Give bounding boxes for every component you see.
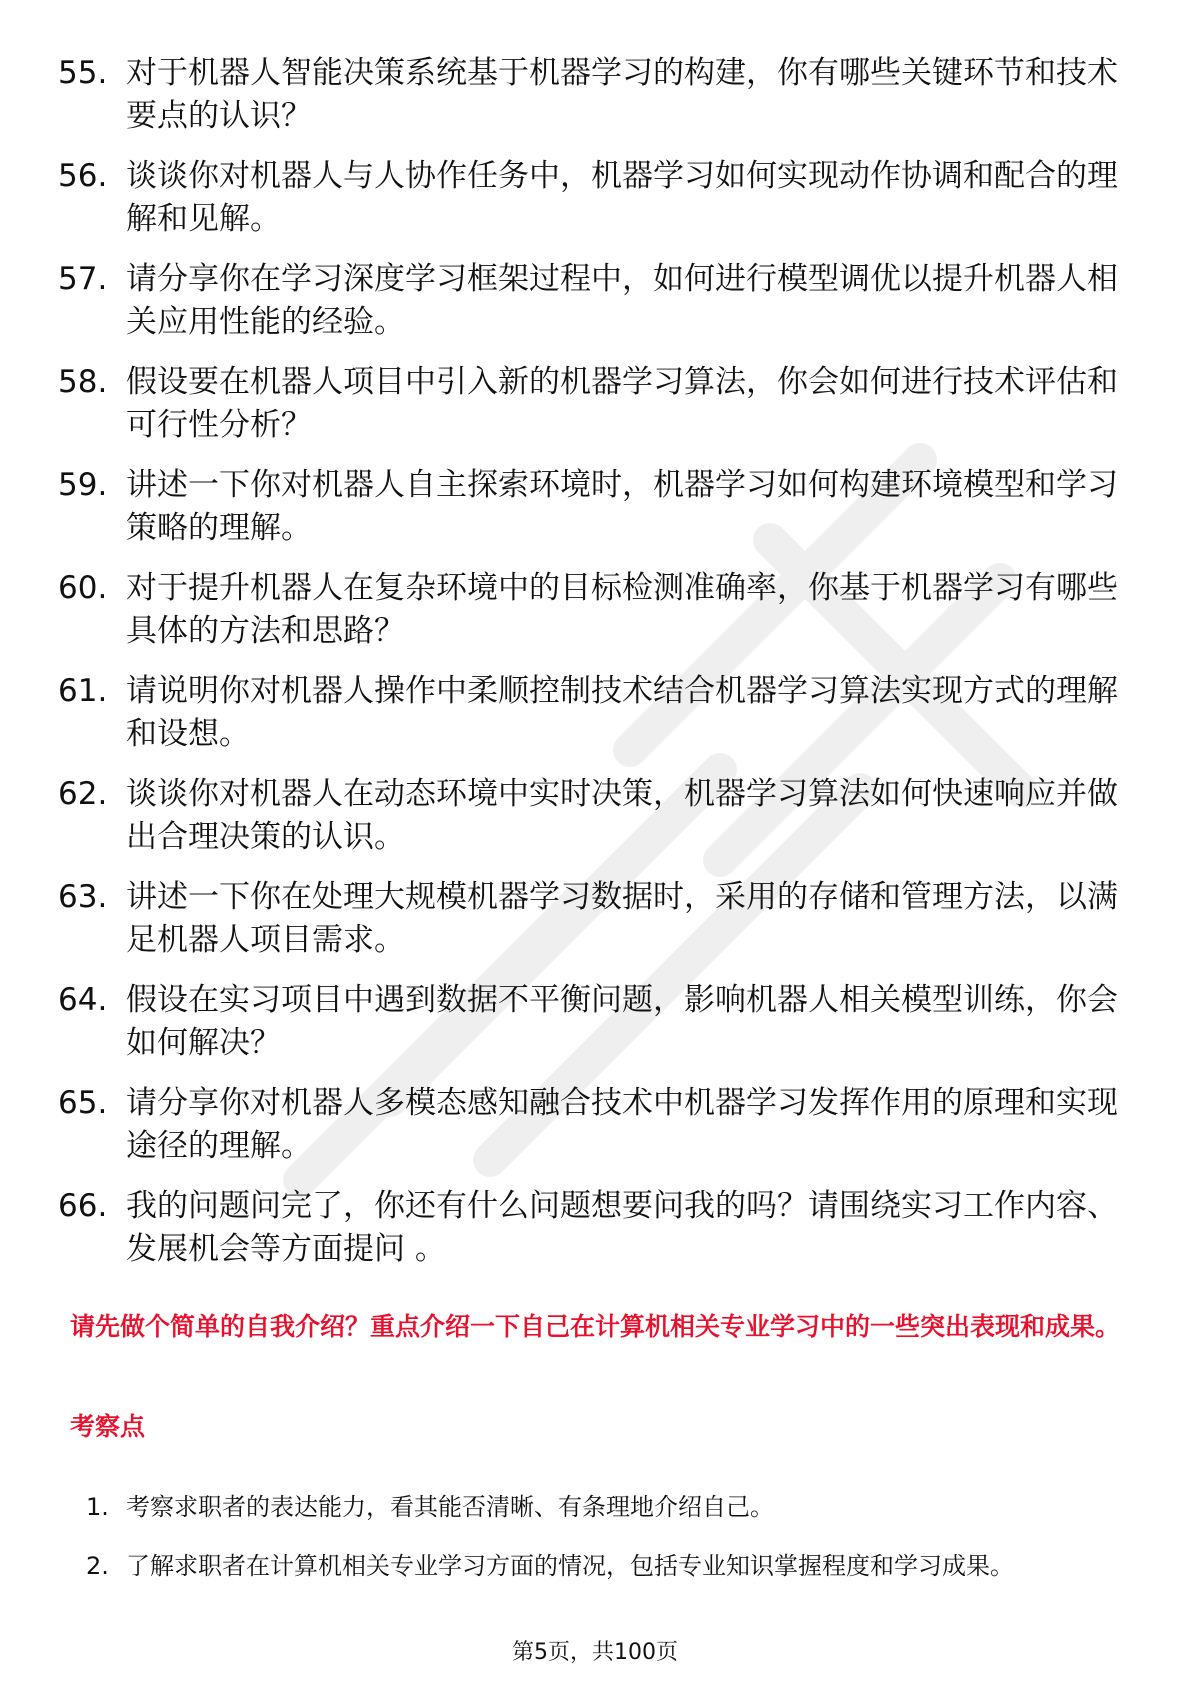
question-item [58, 155, 1118, 241]
question-text: 谈谈你对机器人在动态环境中实时决策，机器学习算法如何快速响应并做出合理决策的认识。 [126, 776, 1118, 855]
question-item [58, 1082, 1118, 1168]
question-item [58, 773, 1118, 859]
question-number: 57. [58, 261, 108, 297]
point-number: 1. [86, 1493, 109, 1521]
assessment-point [86, 1540, 1126, 1593]
question-list [58, 52, 1118, 1288]
question-text: 讲述一下你在处理大规模机器学习数据时，采用的存储和管理方法，以满足机器人项目需求。 [126, 879, 1118, 958]
question-item [58, 361, 1118, 447]
question-number: 55. [58, 55, 108, 91]
question-number: 60. [58, 570, 108, 606]
point-text: 了解求职者在计算机相关专业学习方面的情况，包括专业知识掌握程度和学习成果。 [126, 1552, 1014, 1580]
point-text: 考察求职者的表达能力，看其能否清晰、有条理地介绍自己。 [126, 1493, 774, 1521]
question-text: 我的问题问完了，你还有什么问题想要问我的吗？请围绕实习工作内容、发展机会等方面提问 。 [126, 1188, 1118, 1267]
question-text: 请说明你对机器人操作中柔顺控制技术结合机器学习算法实现方式的理解和设想。 [126, 673, 1118, 752]
question-text: 假设在实习项目中遇到数据不平衡问题，影响机器人相关模型训练，你会如何解决？ [126, 982, 1118, 1061]
question-item [58, 52, 1118, 138]
question-text: 谈谈你对机器人与人协作任务中，机器学习如何实现动作协调和配合的理解和见解。 [126, 158, 1118, 237]
question-item [58, 1185, 1118, 1271]
question-text: 对于提升机器人在复杂环境中的目标检测准确率，你基于机器学习有哪些具体的方法和思路？ [126, 570, 1118, 649]
question-number: 64. [58, 982, 108, 1018]
point-number: 2. [86, 1552, 109, 1580]
assessment-point [86, 1481, 1126, 1534]
question-item [58, 670, 1118, 756]
question-number: 59. [58, 467, 108, 503]
question-item [58, 258, 1118, 344]
question-number: 62. [58, 776, 108, 812]
question-text: 讲述一下你对机器人自主探索环境时，机器学习如何构建环境模型和学习策略的理解。 [126, 467, 1118, 546]
question-number: 65. [58, 1085, 108, 1121]
question-text: 假设要在机器人项目中引入新的机器学习算法，你会如何进行技术评估和可行性分析？ [126, 364, 1118, 443]
question-item [58, 876, 1118, 962]
question-number: 66. [58, 1188, 108, 1224]
question-text: 对于机器人智能决策系统基于机器学习的构建，你有哪些关键环节和技术要点的认识？ [126, 55, 1118, 134]
question-number: 61. [58, 673, 108, 709]
question-item [58, 464, 1118, 550]
highlight-question: 请先做个简单的自我介绍？重点介绍一下自己在计算机相关专业学习中的一些突出表现和成果。 [70, 1312, 1121, 1341]
section-title: 考察点 [70, 1412, 146, 1441]
question-number: 63. [58, 879, 108, 915]
question-text: 请分享你在学习深度学习框架过程中，如何进行模型调优以提升机器人相关应用性能的经验。 [126, 261, 1118, 340]
page-footer: 第5页，共100页 [512, 1640, 678, 1665]
question-item [58, 979, 1118, 1065]
question-item [58, 567, 1118, 653]
question-number: 58. [58, 364, 108, 400]
question-text: 请分享你对机器人多模态感知融合技术中机器学习发挥作用的原理和实现途径的理解。 [126, 1085, 1118, 1164]
assessment-points-list [86, 1481, 1126, 1599]
question-number: 56. [58, 158, 108, 194]
